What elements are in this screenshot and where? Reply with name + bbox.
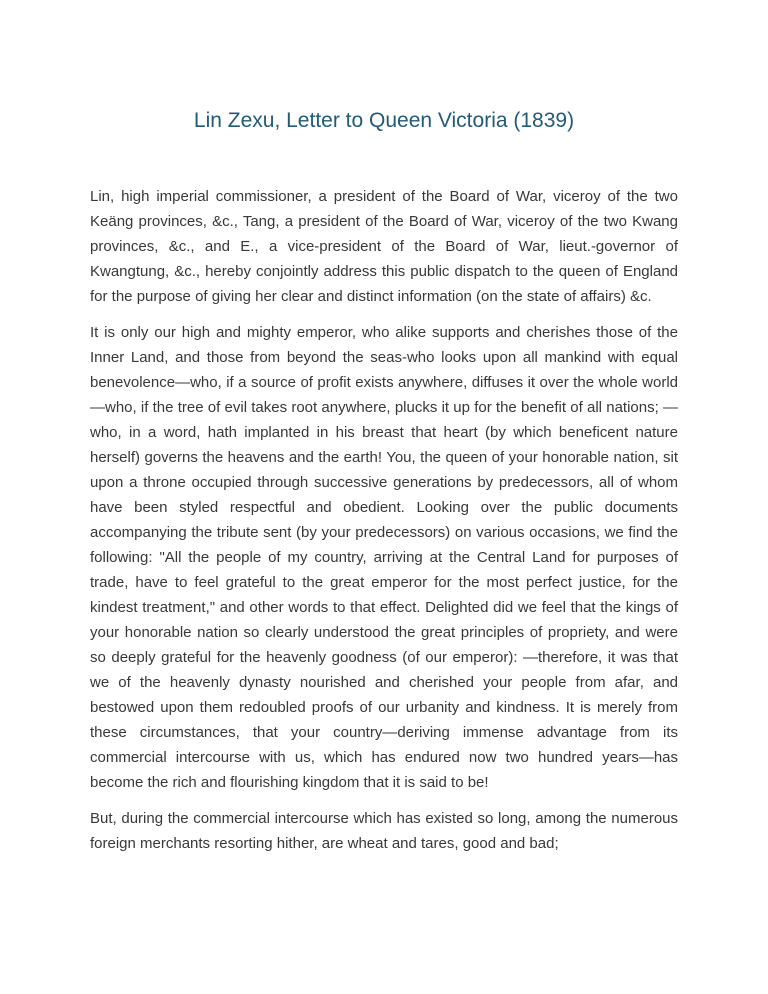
document-body bbox=[90, 184, 678, 856]
paragraph: Lin, high imperial commissioner, a president of the Board of War, viceroy of the two Keäng provinces, &c., Tang, a president of the Board of War, viceroy of the two Kwang provinces, &c., and E., a vice-president of the Board of War, lieut.-governor of Kwangtung, &c., hereby conjointly address this public dispatch to the queen of England for the purpose of giving her clear and distinct information (on the state of affairs) &c. bbox=[90, 188, 678, 305]
document-title: Lin Zexu, Letter to Queen Victoria (1839) bbox=[193, 109, 575, 132]
paragraph: It is only our high and mighty emperor, who alike supports and cherishes those of the Inner Land, and those from beyond the seas-who looks upon all mankind with equal benevolence—who, if a source of profit exists anywhere, diffuses it over the whole world—who, if the tree of evil takes root anywhere, plucks it up for the benefit of all nations; —who, in a word, hath implanted in his breast that heart (by which beneficent nature herself) governs the heavens and the earth! You, the queen of your honorable nation, sit upon a throne occupied through successive generations by predecessors, all of whom have been styled respectful and obedient. Looking over the public documents accompanying the tribute sent (by your predecessors) on various occasions, we find the following: "All the people of my country, arriving at the Central Land for purposes of trade, have to feel grateful to the great emperor for the most perfect justice, for the kindest treatment," and other words to that effect. Delighted did we feel that the kings of your honorable nation so clearly understood the great principles of propriety, and were so deeply grateful for the heavenly goodness (of our emperor): —therefore, it was that we of the heavenly dynasty nourished and cherished your people from afar, and bestowed upon them redoubled proofs of our urbanity and kindness. It is merely from these circumstances, that your country—deriving immense advantage from its commercial intercourse with us, which has endured now two hundred years—has become the rich and flourishing kingdom that it is said to be! bbox=[90, 324, 678, 791]
paragraph: But, during the commercial intercourse which has existed so long, among the numerous foreign merchants resorting hither, are wheat and tares, good and bad; bbox=[90, 810, 678, 852]
